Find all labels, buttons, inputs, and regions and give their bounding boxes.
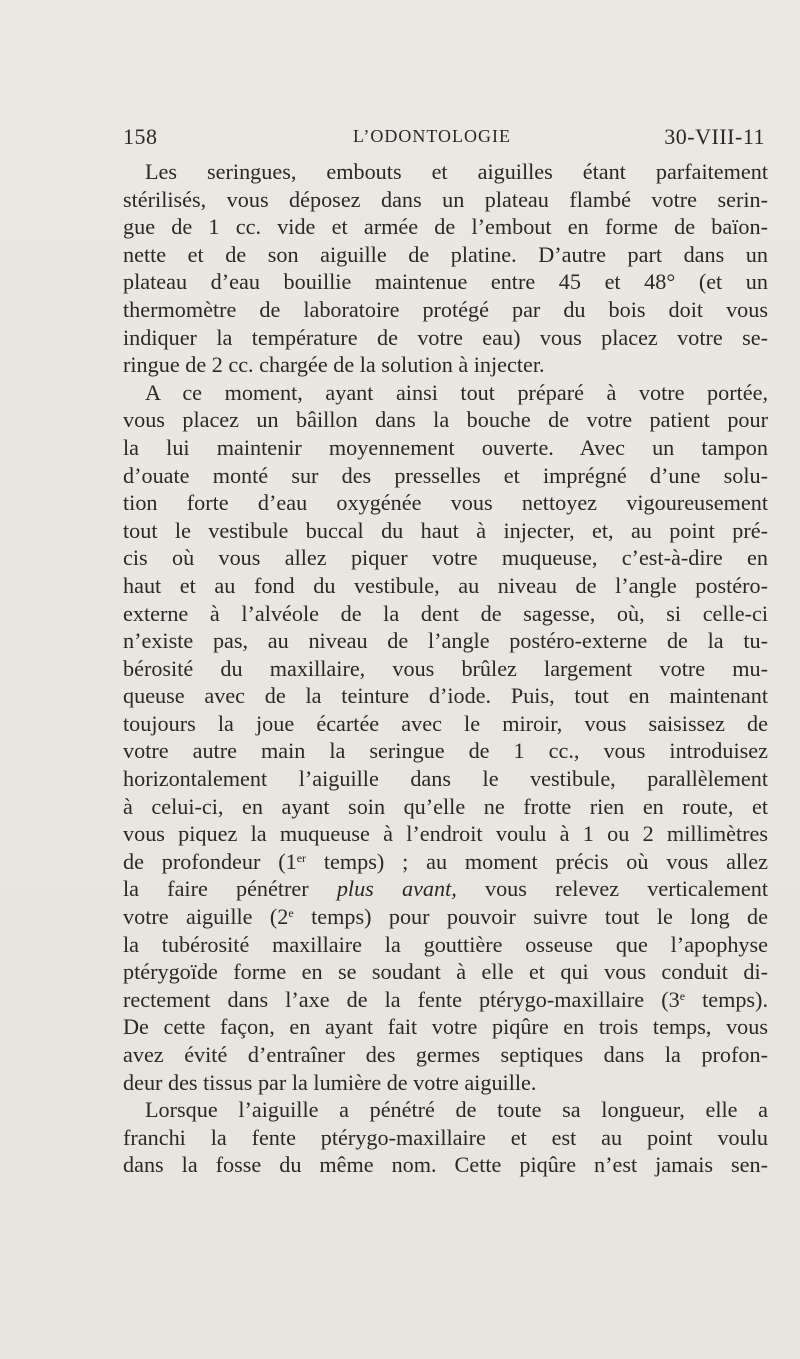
text-line: votre aiguille (2e temps) pour pouvoir suivre tout le long de — [123, 904, 768, 930]
text-line: nette et de son aiguille de platine. D’autre part dans un — [123, 241, 768, 267]
text-line: queuse avec de la teinture d’iode. Puis, tout en maintenant — [123, 683, 768, 709]
text-line: rectement dans l’axe de la fente ptérygo-maxillaire (3e temps). — [123, 986, 768, 1012]
text-line: externe à l’alvéole de la dent de sagesse, où, si celle-ci — [123, 600, 768, 626]
text-line: stérilisés, vous déposez dans un plateau flambé votre serin- — [123, 186, 768, 212]
text-line: franchi la fente ptérygo-maxillaire et est au point voulu — [123, 1124, 768, 1150]
text-line: plateau d’eau bouillie maintenue entre 45 et 48° (et un — [123, 269, 768, 295]
text-line: tout le vestibule buccal du haut à injecter, et, au point pré- — [123, 517, 768, 543]
issue-date: 30-VIII-11 — [664, 124, 765, 149]
text-line: la lui maintenir moyennement ouverte. Avec un tampon — [123, 434, 768, 460]
superscript: e — [679, 988, 686, 1003]
superscript: e — [288, 906, 294, 921]
text-line: n’existe pas, au niveau de l’angle postéro-externe de la tu- — [123, 628, 768, 654]
page-number: 158 — [123, 124, 158, 149]
text-line: dans la fosse du même nom. Cette piqûre n’est jamais sen- — [123, 1152, 768, 1178]
text-line: horizontalement l’aiguille dans le vestibule, parallèlement — [123, 766, 768, 792]
text-line: gue de 1 cc. vide et armée de l’embout en forme de baïon- — [123, 214, 768, 240]
text-line: indiquer la température de votre eau) vous placez votre se- — [123, 324, 768, 350]
text-line: haut et au fond du vestibule, au niveau de l’angle postéro- — [123, 572, 768, 598]
text-line: tion forte d’eau oxygénée vous nettoyez vigoureusement — [123, 490, 768, 516]
text-line: vous piquez la muqueuse à l’endroit voulu à 1 ou 2 millimètres — [123, 821, 768, 847]
text-line: bérosité du maxillaire, vous brûlez largement votre mu- — [123, 655, 768, 681]
text-line: deur des tissus par la lumière de votre aiguille. — [123, 1069, 537, 1095]
text-line: la faire pénétrer plus avant, vous relevez verticalement — [123, 876, 769, 902]
text-line: ptérygoïde forme en se soudant à elle et qui vous conduit di- — [123, 959, 768, 985]
text-line: la tubérosité maxillaire la gouttière osseuse que l’apophyse — [123, 931, 768, 957]
running-header — [123, 122, 765, 154]
text-line: à celui-ci, en ayant soin qu’elle ne frotte rien en route, et — [123, 793, 768, 819]
text-line: thermomètre de laboratoire protégé par du bois doit vous — [123, 296, 768, 322]
body-text — [123, 158, 768, 1179]
text-line: votre autre main la seringue de 1 cc., vous introduisez — [123, 738, 768, 764]
text-line: Lorsque l’aiguille a pénétré de toute sa longueur, elle a — [145, 1097, 768, 1123]
text-line: d’ouate monté sur des presselles et imprégné d’une solu- — [123, 462, 768, 488]
text-line: A ce moment, ayant ainsi tout préparé à votre portée, — [145, 379, 768, 405]
text-line: ringue de 2 cc. chargée de la solution à injecter. — [123, 352, 545, 378]
text-line: De cette façon, en ayant fait votre piqûre en trois temps, vous — [123, 1014, 768, 1040]
text-line: toujours la joue écartée avec le miroir, vous saisissez de — [123, 710, 768, 736]
text-line: cis où vous allez piquer votre muqueuse, c’est-à-dire en — [123, 545, 768, 571]
superscript: er — [296, 850, 307, 865]
text-line: de profondeur (1er temps) ; au moment précis où vous allez — [123, 848, 768, 874]
text-line: avez évité d’entraîner des germes septiques dans la profon- — [123, 1042, 768, 1067]
journal-title: L’ODONTOLOGIE — [353, 126, 511, 146]
text-line: Les seringues, embouts et aiguilles étant parfaitement — [145, 159, 768, 184]
text-line: vous placez un bâillon dans la bouche de votre patient pour — [123, 407, 768, 433]
italic-phrase: plus avant, — [336, 876, 457, 902]
